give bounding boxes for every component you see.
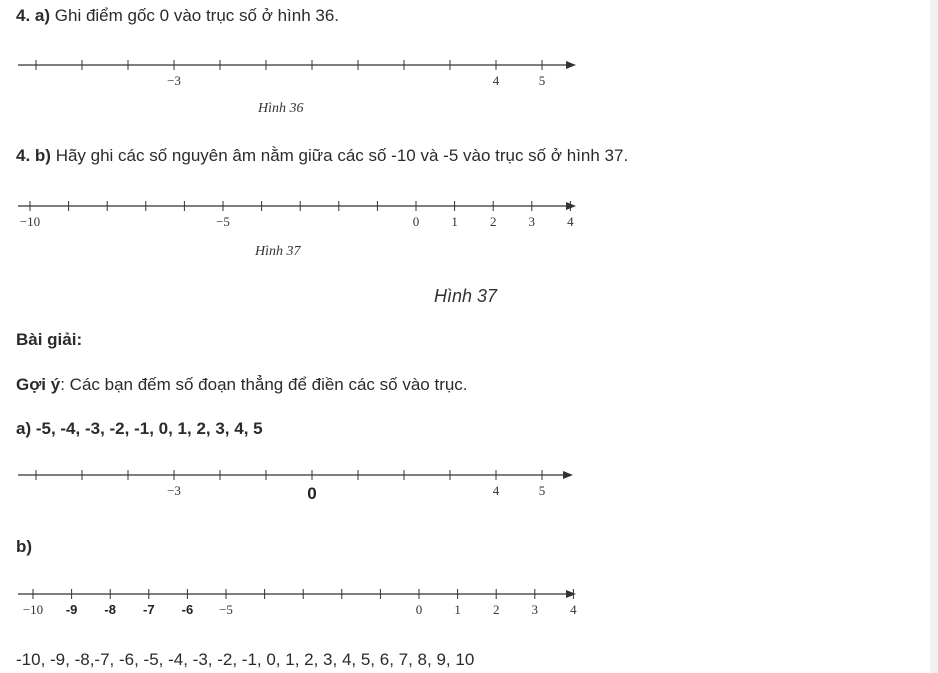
tick-label: −5: [216, 214, 230, 229]
tick-label: 4: [570, 602, 577, 617]
solution-heading: [16, 330, 82, 350]
final-list-text: -10, -9, -8,-7, -6, -5, -4, -3, -2, -1, 0, 1, 2, 3, 4, 5, 6, 7, 8, 9, 10: [16, 650, 475, 669]
tick-label: 5: [538, 73, 546, 88]
fig37-caption-2: Hình 37: [434, 286, 498, 306]
tick-label: 4: [492, 483, 500, 498]
axis-arrow: [566, 202, 576, 210]
question-4b-text: Hãy ghi các số nguyên âm nằm giữa các số -10 và -5 vào trục số ở hình 37.: [55, 146, 629, 165]
tick-label: -7: [143, 602, 155, 617]
axis-arrow: [566, 590, 576, 598]
fig37-caption: Hình 37: [255, 244, 301, 259]
final-list: [16, 650, 474, 670]
answer-a: [16, 419, 263, 439]
axis-arrow: [563, 471, 573, 479]
scrollbar[interactable]: [930, 0, 938, 673]
tick-label: 0: [415, 602, 423, 617]
tick-label: 2: [492, 602, 500, 617]
tick-label: 2: [489, 214, 497, 229]
number-line-fig36: [18, 55, 578, 91]
answer-b: [16, 537, 32, 557]
answer-b-label: b): [16, 537, 33, 556]
number-line-answer-a: [18, 467, 578, 509]
tick-label: −10: [22, 602, 44, 617]
answer-a-text: a) -5, -4, -3, -2, -1, 0, 1, 2, 3, 4, 5: [16, 419, 263, 438]
fig36-caption: Hình 36: [258, 101, 304, 116]
tick-label: 3: [531, 602, 539, 617]
tick-label: 4: [492, 73, 500, 88]
tick-label: 0: [307, 484, 317, 503]
hint-text: : Các bạn đếm số đoạn thẳng để điền các số vào trục.: [60, 375, 468, 394]
tick-label: -6: [181, 602, 194, 617]
axis-arrow: [566, 61, 576, 69]
tick-label: -8: [104, 602, 116, 617]
tick-label: 1: [451, 214, 458, 229]
question-4a-label: 4. a): [16, 6, 51, 25]
tick-label: -9: [65, 602, 78, 617]
tick-label: 5: [538, 483, 546, 498]
number-line-answer-b: [18, 586, 580, 622]
tick-label: 0: [412, 214, 420, 229]
question-4b: [16, 146, 628, 166]
tick-label: 1: [454, 602, 461, 617]
tick-label: −3: [167, 73, 181, 88]
tick-label: −10: [19, 214, 41, 229]
tick-label: −3: [167, 483, 181, 498]
hint-label: Gợi ý: [16, 375, 61, 394]
tick-label: 4: [567, 214, 574, 229]
solution-heading-text: Bài giải:: [16, 330, 83, 349]
hint: [16, 375, 468, 395]
tick-label: 3: [528, 214, 536, 229]
question-4a: [16, 6, 339, 26]
tick-label: −5: [219, 602, 233, 617]
number-line-fig37: [18, 196, 580, 230]
question-4a-text: Ghi điểm gốc 0 vào trục số ở hình 36.: [54, 6, 340, 25]
question-4b-label: 4. b): [16, 146, 51, 165]
